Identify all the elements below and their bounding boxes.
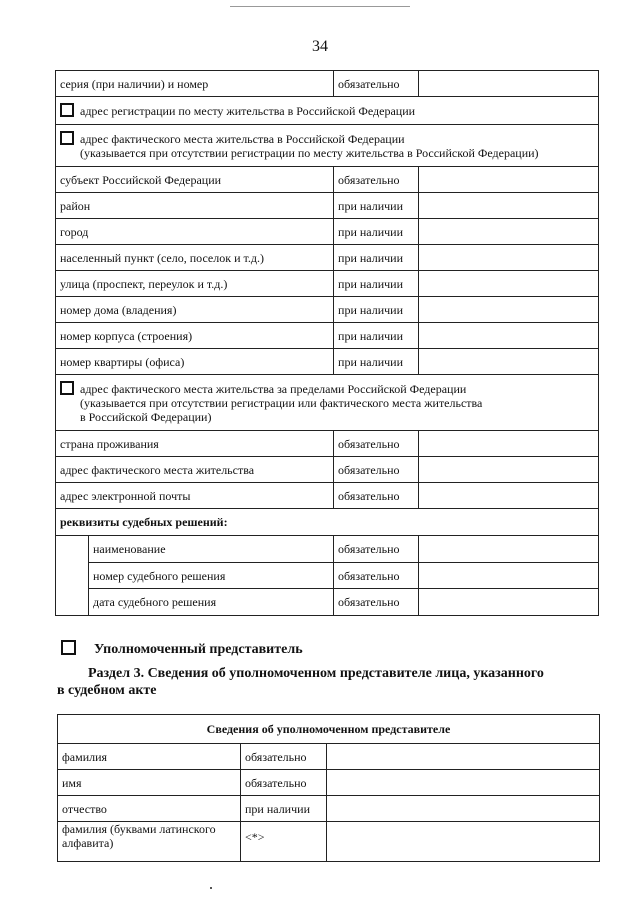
option-line bbox=[60, 131, 594, 146]
requirement: обязательно bbox=[334, 431, 419, 457]
field-label: адрес фактического места жительства bbox=[56, 457, 334, 483]
requirement: обязательно bbox=[334, 167, 419, 193]
table-row bbox=[56, 71, 599, 97]
address-table bbox=[55, 70, 599, 616]
table-header: Сведения об уполномоченном представителе bbox=[58, 715, 600, 744]
option-text: адрес фактического места жительства в Российской Федерации bbox=[80, 132, 405, 146]
table-row bbox=[56, 323, 599, 349]
table-row bbox=[58, 770, 600, 796]
option-text: адрес фактического места жительства за пределами Российской Федерации bbox=[80, 382, 467, 396]
address-option[interactable] bbox=[56, 97, 599, 125]
requirement: при наличии bbox=[241, 796, 327, 822]
value-cell[interactable] bbox=[419, 431, 599, 457]
requirement: обязательно bbox=[334, 536, 419, 563]
requirement: при наличии bbox=[334, 245, 419, 271]
table-row bbox=[56, 509, 599, 536]
value-cell[interactable] bbox=[419, 297, 599, 323]
requirement: обязательно bbox=[241, 744, 327, 770]
field-label: номер квартиры (офиса) bbox=[56, 349, 334, 375]
scan-speck bbox=[210, 887, 212, 889]
field-label: отчество bbox=[58, 796, 241, 822]
requirement: обязательно bbox=[334, 457, 419, 483]
top-rule bbox=[230, 6, 410, 7]
value-cell[interactable] bbox=[419, 483, 599, 509]
requirement: при наличии bbox=[334, 271, 419, 297]
table-row bbox=[56, 97, 599, 125]
section3-title: Раздел 3. Сведения об уполномоченном представителе лица, указанного bbox=[88, 666, 544, 681]
option-line bbox=[60, 103, 594, 118]
table-row bbox=[56, 562, 599, 589]
requirement: при наличии bbox=[334, 219, 419, 245]
option-line bbox=[60, 381, 594, 396]
field-label: номер корпуса (строения) bbox=[56, 323, 334, 349]
requirement: обязательно bbox=[334, 562, 419, 589]
value-cell[interactable] bbox=[327, 770, 600, 796]
table-row bbox=[56, 375, 599, 431]
requirement: обязательно bbox=[334, 71, 419, 97]
value-cell[interactable] bbox=[327, 744, 600, 770]
value-cell[interactable] bbox=[327, 822, 600, 862]
option-line bbox=[60, 410, 594, 424]
table-row bbox=[56, 167, 599, 193]
table-row bbox=[58, 796, 600, 822]
field-label: фамилия (буквами латинского алфавита) bbox=[58, 822, 241, 862]
value-cell[interactable] bbox=[419, 349, 599, 375]
value-cell[interactable] bbox=[419, 193, 599, 219]
table-row bbox=[56, 271, 599, 297]
checkbox[interactable] bbox=[60, 131, 74, 145]
field-label: город bbox=[56, 219, 334, 245]
value-cell[interactable] bbox=[327, 796, 600, 822]
value-cell[interactable] bbox=[419, 323, 599, 349]
field-label: номер дома (владения) bbox=[56, 297, 334, 323]
section3-title-cont: в судебном акте bbox=[57, 683, 157, 698]
table-row bbox=[56, 536, 599, 563]
value-cell[interactable] bbox=[419, 271, 599, 297]
requirement: обязательно bbox=[334, 589, 419, 616]
table-row bbox=[56, 297, 599, 323]
option-text: адрес регистрации по месту жительства в Российской Федерации bbox=[80, 104, 416, 118]
value-cell[interactable] bbox=[419, 562, 599, 589]
field-label: район bbox=[56, 193, 334, 219]
table-row bbox=[56, 219, 599, 245]
table-row bbox=[56, 589, 599, 616]
value-cell[interactable] bbox=[419, 71, 599, 97]
field-label: номер судебного решения bbox=[89, 562, 334, 589]
indent-cell bbox=[56, 536, 89, 616]
requirement: при наличии bbox=[334, 297, 419, 323]
table-row bbox=[58, 744, 600, 770]
field-label: фамилия bbox=[58, 744, 241, 770]
requirement: при наличии bbox=[334, 193, 419, 219]
requirement: обязательно bbox=[241, 770, 327, 796]
field-label: страна проживания bbox=[56, 431, 334, 457]
table-row bbox=[56, 349, 599, 375]
requirement: при наличии bbox=[334, 349, 419, 375]
representative-option[interactable] bbox=[61, 640, 303, 658]
value-cell[interactable] bbox=[419, 457, 599, 483]
table-row bbox=[56, 431, 599, 457]
field-label: улица (проспект, переулок и т.д.) bbox=[56, 271, 334, 297]
table-row bbox=[56, 483, 599, 509]
field-label: серия (при наличии) и номер bbox=[56, 71, 334, 97]
table-row bbox=[56, 125, 599, 167]
option-text: (указывается при отсутствии регистрации по месту жительства в Российской Федерации) bbox=[80, 146, 539, 160]
field-label: наименование bbox=[89, 536, 334, 563]
table-row bbox=[56, 457, 599, 483]
option-text: (указывается при отсутствии регистрации или фактического места жительства bbox=[80, 396, 483, 410]
table-row bbox=[58, 822, 600, 862]
requirement: обязательно bbox=[334, 483, 419, 509]
value-cell[interactable] bbox=[419, 245, 599, 271]
page-number: 34 bbox=[312, 38, 328, 55]
checkbox[interactable] bbox=[60, 381, 74, 395]
checkbox[interactable] bbox=[61, 640, 76, 655]
option-text: в Российской Федерации) bbox=[80, 410, 212, 424]
representative-table bbox=[57, 714, 600, 862]
section-label: реквизиты судебных решений: bbox=[56, 509, 599, 536]
option-line bbox=[60, 146, 594, 160]
field-label: субъект Российской Федерации bbox=[56, 167, 334, 193]
address-option[interactable] bbox=[56, 375, 599, 431]
table-row bbox=[56, 193, 599, 219]
table-row bbox=[56, 245, 599, 271]
value-cell[interactable] bbox=[419, 536, 599, 563]
address-option[interactable] bbox=[56, 125, 599, 167]
field-label: дата судебного решения bbox=[89, 589, 334, 616]
representative-label: Уполномоченный представитель bbox=[94, 642, 303, 657]
checkbox[interactable] bbox=[60, 103, 74, 117]
field-label: населенный пункт (село, поселок и т.д.) bbox=[56, 245, 334, 271]
option-line bbox=[60, 396, 594, 410]
field-label: адрес электронной почты bbox=[56, 483, 334, 509]
value-cell[interactable] bbox=[419, 589, 599, 616]
value-cell[interactable] bbox=[419, 219, 599, 245]
field-label: имя bbox=[58, 770, 241, 796]
value-cell[interactable] bbox=[419, 167, 599, 193]
requirement: при наличии bbox=[334, 323, 419, 349]
requirement: <*> bbox=[241, 822, 327, 862]
